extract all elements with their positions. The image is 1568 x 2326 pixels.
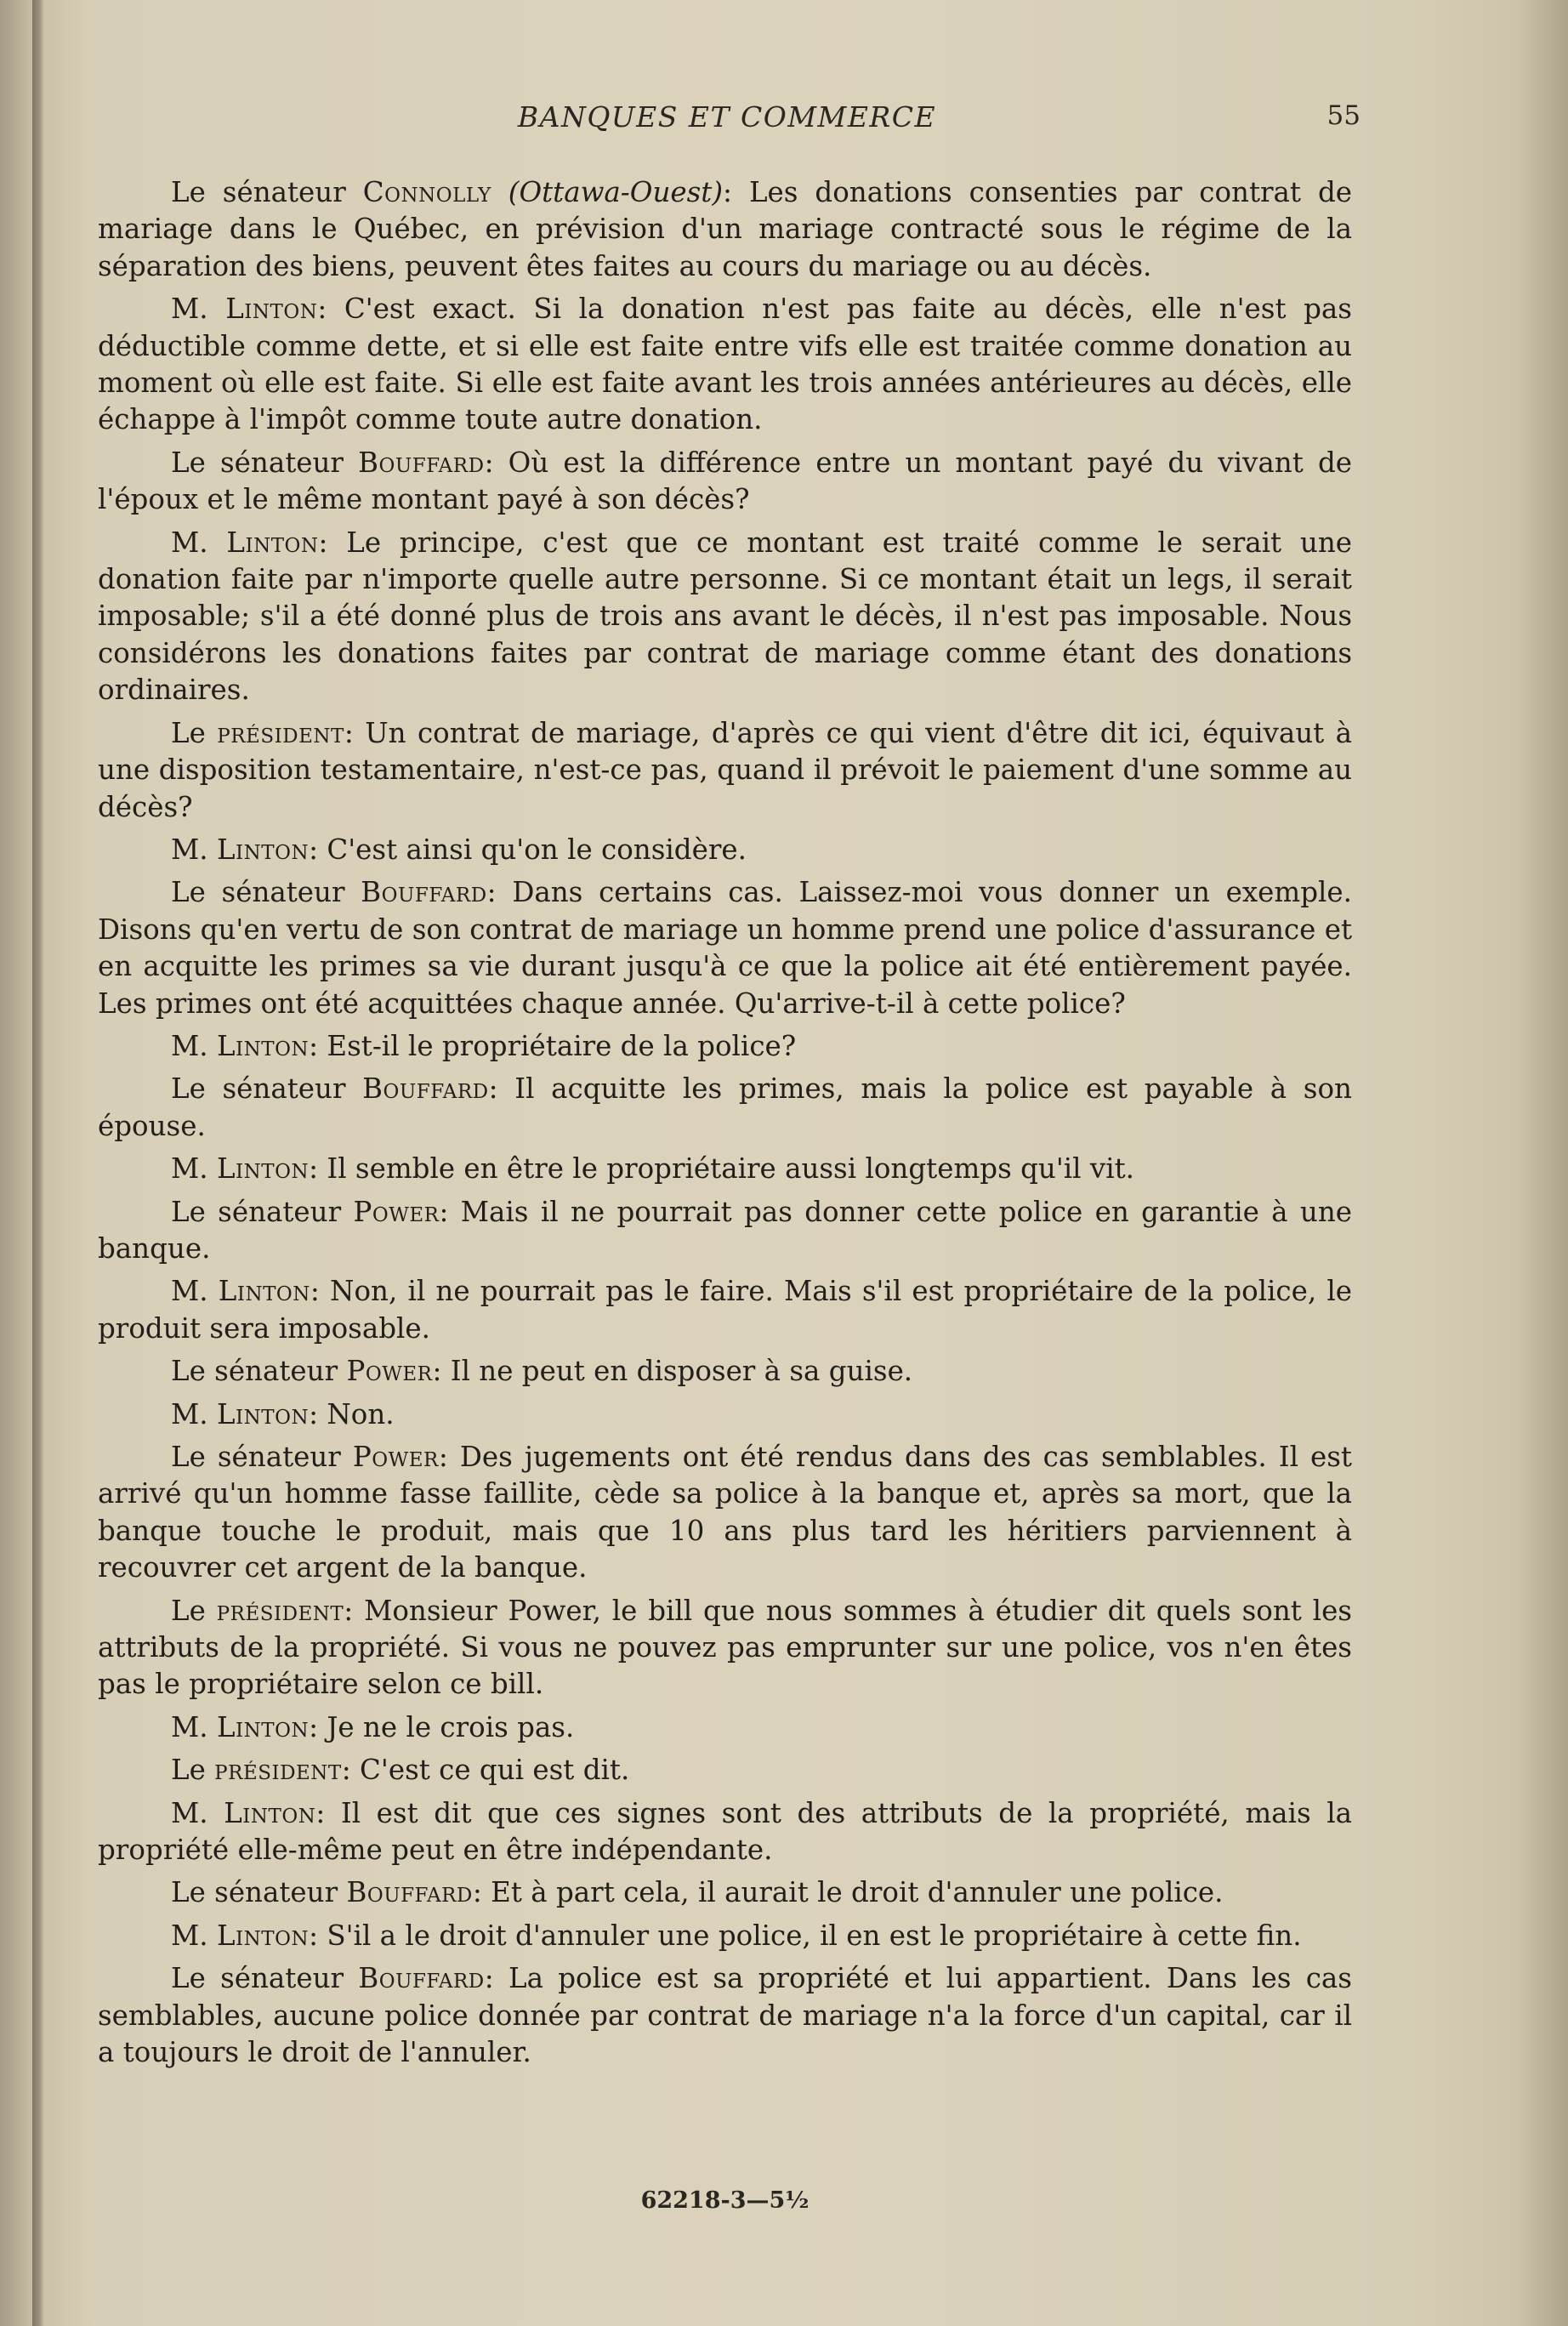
paragraph <box>98 1752 1352 1789</box>
paragraph <box>98 832 1352 868</box>
speaker-name: Linton <box>216 1152 310 1186</box>
paragraph-text: : Il ne peut en disposer à sa guise. <box>432 1355 913 1388</box>
paragraph <box>98 1960 1352 2071</box>
paragraph-text: : C'est ainsi qu'on le considère. <box>309 833 747 866</box>
paragraph <box>98 1396 1352 1433</box>
book-spine-shadow <box>32 0 44 2326</box>
speaker-riding: (Ottawa-Ouest) <box>508 176 724 208</box>
paragraph-text: : S'il a le droit d'annuler une police, il en est le propriétaire à cette fin. <box>309 1919 1302 1952</box>
speaker-name: président <box>217 716 344 749</box>
paragraph-text: : Monsieur Power, le bill que nous sommes à étudier dit quels sont les attributs de la propriété. Si vous ne pouvez pas emprunter sur une police, vos n'en êtes pas le propriétaire selon ce bill. <box>98 1594 1352 1701</box>
speaker-prefix: Le sénateur <box>171 446 359 479</box>
speaker-name: Bouffard <box>358 1962 485 1995</box>
speaker-name: président <box>214 1754 342 1787</box>
speaker-name: Linton <box>216 1397 310 1430</box>
paragraph <box>98 715 1352 826</box>
speaker-name: président <box>216 1594 344 1627</box>
paragraph-text: : Un contrat de mariage, d'après ce qui vient d'être dit ici, équivaut à une disposition testamentaire, n'est-ce pas, quand il prévoit le paiement d'une somme au décès? <box>98 716 1352 823</box>
paragraph-text: : Où est la différence entre un montant payé du vivant de l'époux et le même montant payé à son décès? <box>98 446 1352 516</box>
speaker-name: Power <box>346 1355 433 1388</box>
speaker-name: Linton <box>225 293 318 326</box>
speaker-prefix: M. <box>171 526 227 559</box>
speaker-prefix: Le <box>171 1594 217 1627</box>
paragraph <box>98 174 1352 285</box>
paragraph <box>98 1918 1352 1954</box>
speaker-prefix: M. <box>171 1796 224 1829</box>
speaker-prefix: M. <box>171 1919 217 1952</box>
paragraph-text: : Il est dit que ces signes sont des attributs de la propriété, mais la propriété elle-même peut en être indépendante. <box>98 1796 1352 1867</box>
speaker-prefix: M. <box>171 293 226 326</box>
speaker-name: Bouffard <box>362 1072 489 1106</box>
paragraph-text: : Non, il ne pourrait pas le faire. Mais s'il est propriétaire de la police, le produit sera imposable. <box>98 1275 1352 1345</box>
speaker-name: Linton <box>216 833 310 866</box>
speaker-prefix: Le <box>171 1754 215 1787</box>
paragraph <box>98 1709 1352 1746</box>
speaker-prefix: Le sénateur <box>171 1195 354 1228</box>
speaker-name: Linton <box>216 1919 310 1952</box>
speaker-prefix: Le sénateur <box>171 1876 347 1909</box>
speaker-prefix: Le sénateur <box>171 1072 363 1106</box>
printer-signature: 62218-3—5½ <box>640 2187 810 2214</box>
speaker-prefix: Le sénateur <box>171 1441 353 1473</box>
speaker-prefix: M. <box>171 1152 217 1186</box>
speaker-name: Bouffard <box>361 876 487 909</box>
paragraph-text: : Des jugements ont été rendus dans des cas semblables. Il est arrivé qu'un homme fasse faillite, cède sa police à la banque et, après sa mort, que la banque touche le produit, mais que 10 ans plus tard les héritiers parviennent à recouvrer cet argent de la banque. <box>98 1441 1352 1584</box>
speaker-name: Linton <box>216 1710 310 1743</box>
paragraph <box>98 1151 1352 1187</box>
speaker-prefix: Le sénateur <box>171 1355 347 1388</box>
speaker-prefix: Le <box>171 716 218 749</box>
speaker-name: Linton <box>216 1029 310 1062</box>
paragraph-text: : C'est exact. Si la donation n'est pas faite au décès, elle n'est pas déductible comme dette, et si elle est faite entre vifs elle est traitée comme donation au moment où elle est faite. Si elle est faite avant les trois années antérieures au décès, elle échappe à l'impôt comme toute autre donation. <box>98 293 1352 436</box>
paragraph-text: : Non. <box>309 1397 395 1430</box>
speaker-name: Linton <box>218 1275 310 1308</box>
page-number: 55 <box>1327 100 1361 131</box>
speaker-prefix: Le sénateur <box>171 176 363 208</box>
paragraph <box>98 1795 1352 1869</box>
speaker-name: Connolly <box>362 176 491 208</box>
transcript-body <box>98 174 1352 2078</box>
page-edge-shadow <box>1517 0 1568 2326</box>
speaker-prefix: Le sénateur <box>171 1962 359 1995</box>
speaker-name: Bouffard <box>346 1876 473 1909</box>
paragraph <box>98 525 1352 709</box>
speaker-name: Power <box>352 1441 439 1473</box>
paragraph <box>98 445 1352 519</box>
paragraph <box>98 874 1352 1022</box>
paragraph-text: : La police est sa propriété et lui appartient. Dans les cas semblables, aucune police donnée par contrat de mariage n'a la force d'un capital, car il a toujours le droit de l'annuler. <box>98 1962 1352 2069</box>
paragraph-text: : C'est ce qui est dit. <box>341 1754 630 1787</box>
page-header <box>98 100 1361 143</box>
paragraph-text: : Le principe, c'est que ce montant est traité comme le serait une donation faite par n'importe quelle autre personne. Si ce montant était un legs, il serait imposable; s'il a été donné plus de trois ans avant le décès, il n'est pas imposable. Nous considérons les donations faites par contrat de mariage comme étant des donations ordinaires. <box>98 526 1352 707</box>
paragraph-text: : Je ne le crois pas. <box>309 1710 575 1743</box>
speaker-prefix: Le sénateur <box>171 876 361 909</box>
paragraph <box>98 291 1352 439</box>
paragraph-text: : Les donations consenties par contrat de mariage dans le Québec, en prévision d'un mariage contracté sous le régime de la séparation des biens, peuvent êtes faites au cours du mariage ou au décès. <box>98 176 1352 282</box>
paragraph-text: : Il semble en être le propriétaire aussi longtemps qu'il vit. <box>309 1152 1135 1186</box>
speaker-prefix: M. <box>171 1397 217 1430</box>
paragraph-text: : Est-il le propriétaire de la police? <box>309 1029 797 1062</box>
paragraph-text: : Il acquitte les primes, mais la police est payable à son épouse. <box>98 1072 1352 1142</box>
speaker-name: Linton <box>226 526 319 559</box>
running-title: BANQUES ET COMMERCE <box>517 100 937 134</box>
paragraph <box>98 1194 1352 1268</box>
paragraph <box>98 1874 1352 1911</box>
speaker-name: Power <box>353 1195 440 1228</box>
speaker-prefix: M. <box>171 833 217 866</box>
paragraph-text: : Et à part cela, il aurait le droit d'annuler une police. <box>472 1876 1224 1909</box>
paragraph <box>98 1028 1352 1065</box>
speaker-name: Bouffard <box>358 446 485 479</box>
paragraph-text: : Mais il ne pourrait pas donner cette police en garantie à une banque. <box>98 1195 1352 1265</box>
paragraph <box>98 1071 1352 1145</box>
paragraph <box>98 1353 1352 1390</box>
speaker-prefix: M. <box>171 1029 217 1062</box>
paragraph <box>98 1593 1352 1703</box>
speaker-prefix: M. <box>171 1275 219 1308</box>
speaker-name: Linton <box>224 1796 316 1829</box>
paragraph-text: : Dans certains cas. Laissez-moi vous donner un exemple. Disons qu'en vertu de son contrat de mariage un homme prend une police d'assurance et en acquitte les primes sa vie durant jusqu'à ce que la police ait été entièrement payée. Les primes ont été acquittées chaque année. Qu'arrive-t-il à cette police? <box>98 876 1352 1020</box>
paragraph <box>98 1439 1352 1587</box>
speaker-prefix: M. <box>171 1710 217 1743</box>
paragraph <box>98 1273 1352 1347</box>
